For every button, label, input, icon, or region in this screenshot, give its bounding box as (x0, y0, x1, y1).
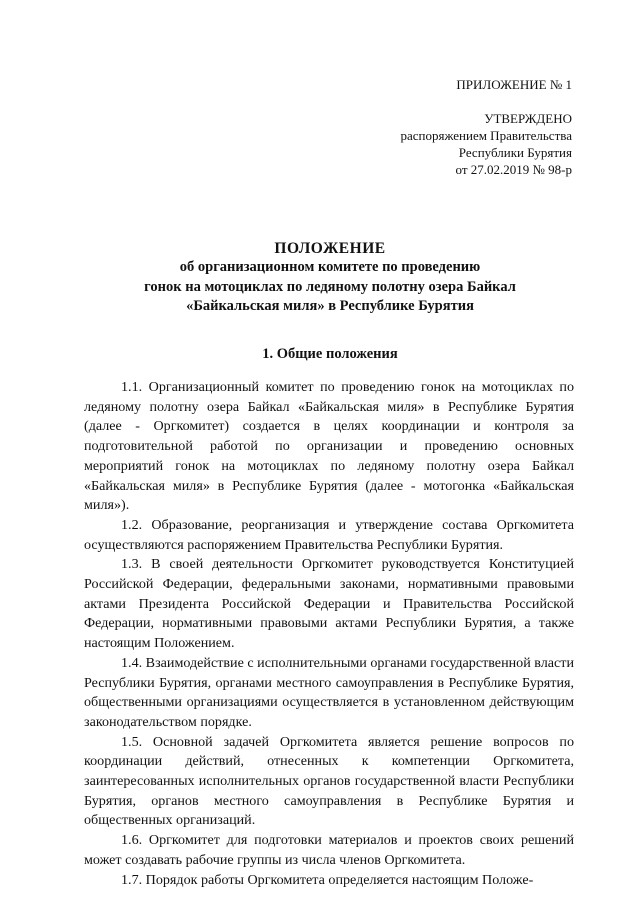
title-line-3: «Байкальская миля» в Республике Бурятия (186, 298, 474, 314)
document-title (80, 239, 580, 317)
paragraph-1-4: 1.4. Взаимодействие с исполнительными органами государственной власти Республики Бурятия, органами местного самоуправления в Республике Бурятия, общественными организациями осуществляется в установленном действующим законодательством порядке. (84, 654, 574, 730)
paragraph-1-7: 1.7. Порядок работы Оргкомитета определяется настоящим Положе- (121, 871, 534, 888)
paragraph-1-6: 1.6. Оргкомитет для подготовки материалов и проектов своих решений может создавать рабочие группы из числа членов Оргкомитета. (84, 832, 574, 868)
title-line-1: об организационном комитете по проведению (179, 259, 481, 275)
title-line-2: гонок на мотоциклах по ледяному полотну озера Байкал (144, 278, 516, 295)
appendix-label (456, 76, 572, 93)
title-main: ПОЛОЖЕНИЕ (274, 240, 386, 257)
paragraph-1-1: 1.1. Организационный комитет по проведению гонок на мотоциклах по ледяному полотну озера Байкал «Байкальская миля» в Республике Бурятия (далее - Оргкомитет) создается в целях координации и контроля за подготовительной работой по организации и проведению основных мероприятий гонок на мотоциклах по ледяному полотну озера Байкал «Байкальская миля» в Республике Бурятия (далее - мотогонка «Байкальская миля»). (84, 379, 574, 514)
paragraph-1-2: 1.2. Образование, реорганизация и утверждение состава Оргкомитета осуществляются распоряжением Правительства Республики Бурятия. (84, 516, 574, 553)
approval-by-line-2: Республики Бурятия (458, 145, 572, 160)
paragraph-1-5: 1.5. Основной задачей Оргкомитета является решение вопросов по координации действий, отнесенных к компетенции Оргкомитета, заинтересованных исполнительных органов государственной власти Республики Бурятия, органов местного самоуправления в Республике Бурятия и общественных организаций. (84, 733, 574, 829)
approval-date-number: от 27.02.2019 № 98-р (455, 162, 572, 177)
approval-stamp (400, 110, 572, 178)
approval-by-line-1: распоряжением Правительства (400, 128, 572, 143)
section-heading: 1. Общие положения (262, 346, 398, 362)
section-body (84, 378, 574, 890)
paragraph-1-3: 1.3. В своей деятельности Оргкомитет руководствуется Конституцией Российской Федерации, федеральными законами, нормативными правовыми актами Президента Российской Федерации и Правительства Российской Федерации, нормативными правовыми актами Республики Бурятия, а также настоящим Положением. (84, 556, 574, 652)
appendix-text: ПРИЛОЖЕНИЕ № 1 (456, 77, 572, 92)
approval-heading: УТВЕРЖДЕНО (484, 111, 572, 126)
